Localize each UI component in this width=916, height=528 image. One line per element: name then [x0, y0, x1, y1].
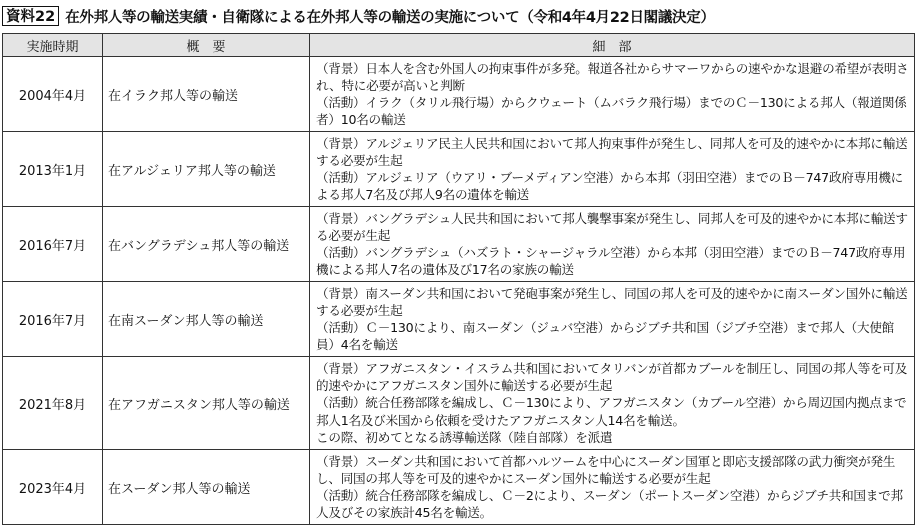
row-summary: 在アルジェリア邦人等の輸送: [103, 132, 310, 207]
row-date: 2023年4月: [3, 450, 103, 525]
row-details: [310, 207, 915, 282]
table-row: [3, 57, 915, 132]
table-row: [3, 132, 915, 207]
row-date: 2013年1月: [3, 132, 103, 207]
table-row: [3, 450, 915, 525]
row-details: [310, 450, 915, 525]
detail-activity: （活動）バングラデシュ（ハズラト・シャージャラル空港）から本邦（羽田空港）までのＢ－747政府専用機による邦人7名の遺体及び17名の家族の輸送: [316, 245, 906, 278]
detail-note: この際、初めてとなる誘導輸送隊（陸自部隊）を派遣: [316, 429, 613, 445]
detail-activity: （活動）Ｃ－130により、南スーダン（ジュバ空港）からジブチ共和国（ジブチ空港）まで邦人（大使館員）4名を輸送: [316, 320, 895, 353]
detail-background: （背景）アルジェリア民主人民共和国において邦人拘束事件が発生し、同邦人を可及的速やかに本邦に輸送する必要が生起: [316, 135, 908, 168]
detail-background: （背景）アフガニスタン・イスラム共和国においてタリバンが首都カブールを制圧し、同国の邦人等を可及的速やかにアフガニスタン国外に輸送する必要が生起: [316, 360, 908, 394]
row-date: 2016年7月: [3, 282, 103, 357]
detail-background: （背景）日本人を含む外国人の拘束事件が多発。報道各社からサマーワからの速やかな退避の希望が表明され、特に必要が高いと判断: [316, 60, 909, 93]
detail-activity: （活動）統合任務部隊を編成し、Ｃ－130により、アフガニスタン（カブール空港）から周辺国内拠点まで邦人1名及び米国から依頼を受けたアフガニスタン人14名を輸送。: [316, 395, 907, 428]
row-summary: 在バングラデシュ邦人等の輸送: [103, 207, 310, 282]
detail-background: （背景）南スーダン共和国において発砲事案が発生し、同国の邦人を可及的速やかに南スーダン国外に輸送する必要が生起: [316, 285, 908, 318]
table-header-row: [3, 34, 915, 57]
document-header: [2, 4, 914, 28]
column-header-date: 実施時期: [3, 34, 103, 57]
row-summary: 在南スーダン邦人等の輸送: [103, 282, 310, 357]
row-summary: 在スーダン邦人等の輸送: [103, 450, 310, 525]
table-row: [3, 207, 915, 282]
document-title: 在外邦人等の輸送実績・自衛隊による在外邦人等の輸送の実施について（令和4年4月22日閣議決定）: [65, 9, 715, 26]
column-header-details: 細 部: [310, 34, 915, 57]
row-details: [310, 57, 915, 132]
row-details: [310, 357, 915, 450]
row-details: [310, 132, 915, 207]
detail-background: （背景）バングラデシュ人民共和国において邦人襲撃事案が発生し、同邦人を可及的速やかに本邦に輸送する必要が生起: [316, 210, 908, 243]
row-date: 2004年4月: [3, 57, 103, 132]
table-row: [3, 357, 915, 450]
row-date: 2016年7月: [3, 207, 103, 282]
document-label: 資料22: [2, 6, 59, 26]
row-summary: 在イラク邦人等の輸送: [103, 57, 310, 132]
transport-records-table: [2, 33, 915, 525]
row-summary: 在アフガニスタン邦人等の輸送: [103, 357, 310, 450]
row-details: [310, 282, 915, 357]
table-row: [3, 282, 915, 357]
row-date: 2021年8月: [3, 357, 103, 450]
column-header-summary: 概 要: [103, 34, 310, 57]
detail-background: （背景）スーダン共和国において首都ハルツームを中心にスーダン国軍と即応支援部隊の武力衝突が発生し、同国の邦人等を可及的速やかにスーダン国外に輸送する必要が生起: [316, 453, 896, 486]
detail-activity: （活動）アルジェリア（ウアリ・ブーメディアン空港）から本邦（羽田空港）までのＢ－747政府専用機による邦人7名及び邦人9名の遺体を輸送: [316, 170, 904, 203]
detail-activity: （活動）統合任務部隊を編成し、Ｃ－2により、スーダン（ポートスーダン空港）からジブチ共和国まで邦人及びその家族計45名を輸送。: [316, 488, 903, 521]
detail-activity: （活動）イラク（タリル飛行場）からクウェート（ムバラク飛行場）までのＣ－130による邦人（報道関係者）10名の輸送: [316, 95, 907, 128]
